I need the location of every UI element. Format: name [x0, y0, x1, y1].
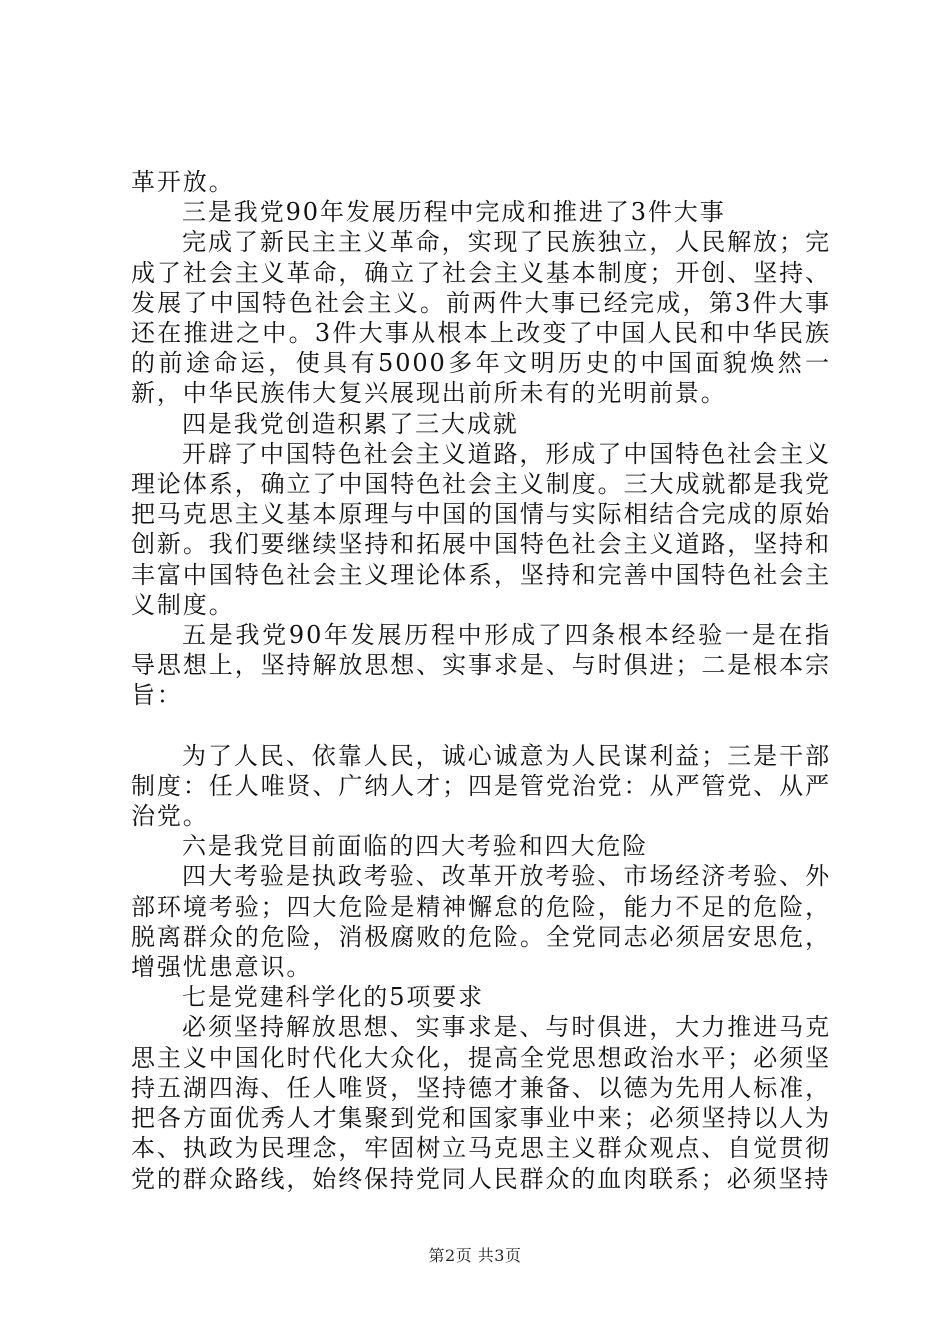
paragraph-three-achievements: 开辟了中国特色社会主义道路，形成了中国特色社会主义理论体系，确立了中国特色社会主义制度。三大成就都是我党把马克思主义基本原理与中国的国情与实际相结合完成的原始创新。我们要继续坚持和拓展中国特色社会主义道路，坚持和丰富中国特色社会主义理论体系，坚持和完善中国特色社会主义制度。 — [131, 439, 831, 619]
paragraph-continuation: 革开放。 — [131, 168, 235, 196]
section-heading-three: 三是我党90年发展历程中完成和推进了3件大事 — [182, 198, 726, 227]
section-heading-five: 五是我党90年发展历程中形成了四条根本经验一是在指导思想上，坚持解放思想、实事求是、与时俱进；二是根本宗旨： — [131, 621, 831, 710]
paragraph-five-requirements: 必须坚持解放思想、实事求是、与时俱进，大力推进马克思主义中国化时代化大众化，提高全党思想政治水平；必须坚持五湖四海、任人唯贤，坚持德才兼备、以德为先用人标准，把各方面优秀人才集聚到党和国家事业中来；必须坚持以人为本、执政为民理念，牢固树立马克思主义群众观点、自觉贯彻党的群众路线，始终保持党同人民群众的血肉联系；必须坚持 — [131, 1013, 831, 1193]
section-heading-seven: 七是党建科学化的5项要求 — [182, 983, 485, 1012]
paragraph-four-tests: 四大考验是执政考验、改革开放考验、市场经济考验、外部环境考验；四大危险是精神懈怠的危险，能力不足的危险，脱离群众的危险，消极腐败的危险。全党同志必须居安思危，增强忧患意识。 — [131, 862, 831, 982]
paragraph-three-events: 完成了新民主主义革命，实现了民族独立，人民解放；完成了社会主义革命，确立了社会主义基本制度；开创、坚持、发展了中国特色社会主义。前两件大事已经完成，第3件大事还在推进之中。3件大事从根本上改变了中国人民和中华民族的前途命运，使具有5000多年文明历史的中国面貌焕然一新，中华民族伟大复兴展现出前所未有的光明前景。 — [131, 228, 831, 408]
document-body — [131, 167, 831, 1194]
section-heading-six: 六是我党目前面临的四大考验和四大危险 — [182, 832, 649, 861]
paragraph-four-experiences: 为了人民、依靠人民，诚心诚意为人民谋利益；三是干部制度：任人唯贤、广纳人才；四是管党治党：从严管党、从严治党。 — [131, 741, 831, 831]
page-number-footer: 第2页 共3页 — [428, 1246, 522, 1265]
section-heading-four: 四是我党创造积累了三大成就 — [182, 409, 519, 438]
